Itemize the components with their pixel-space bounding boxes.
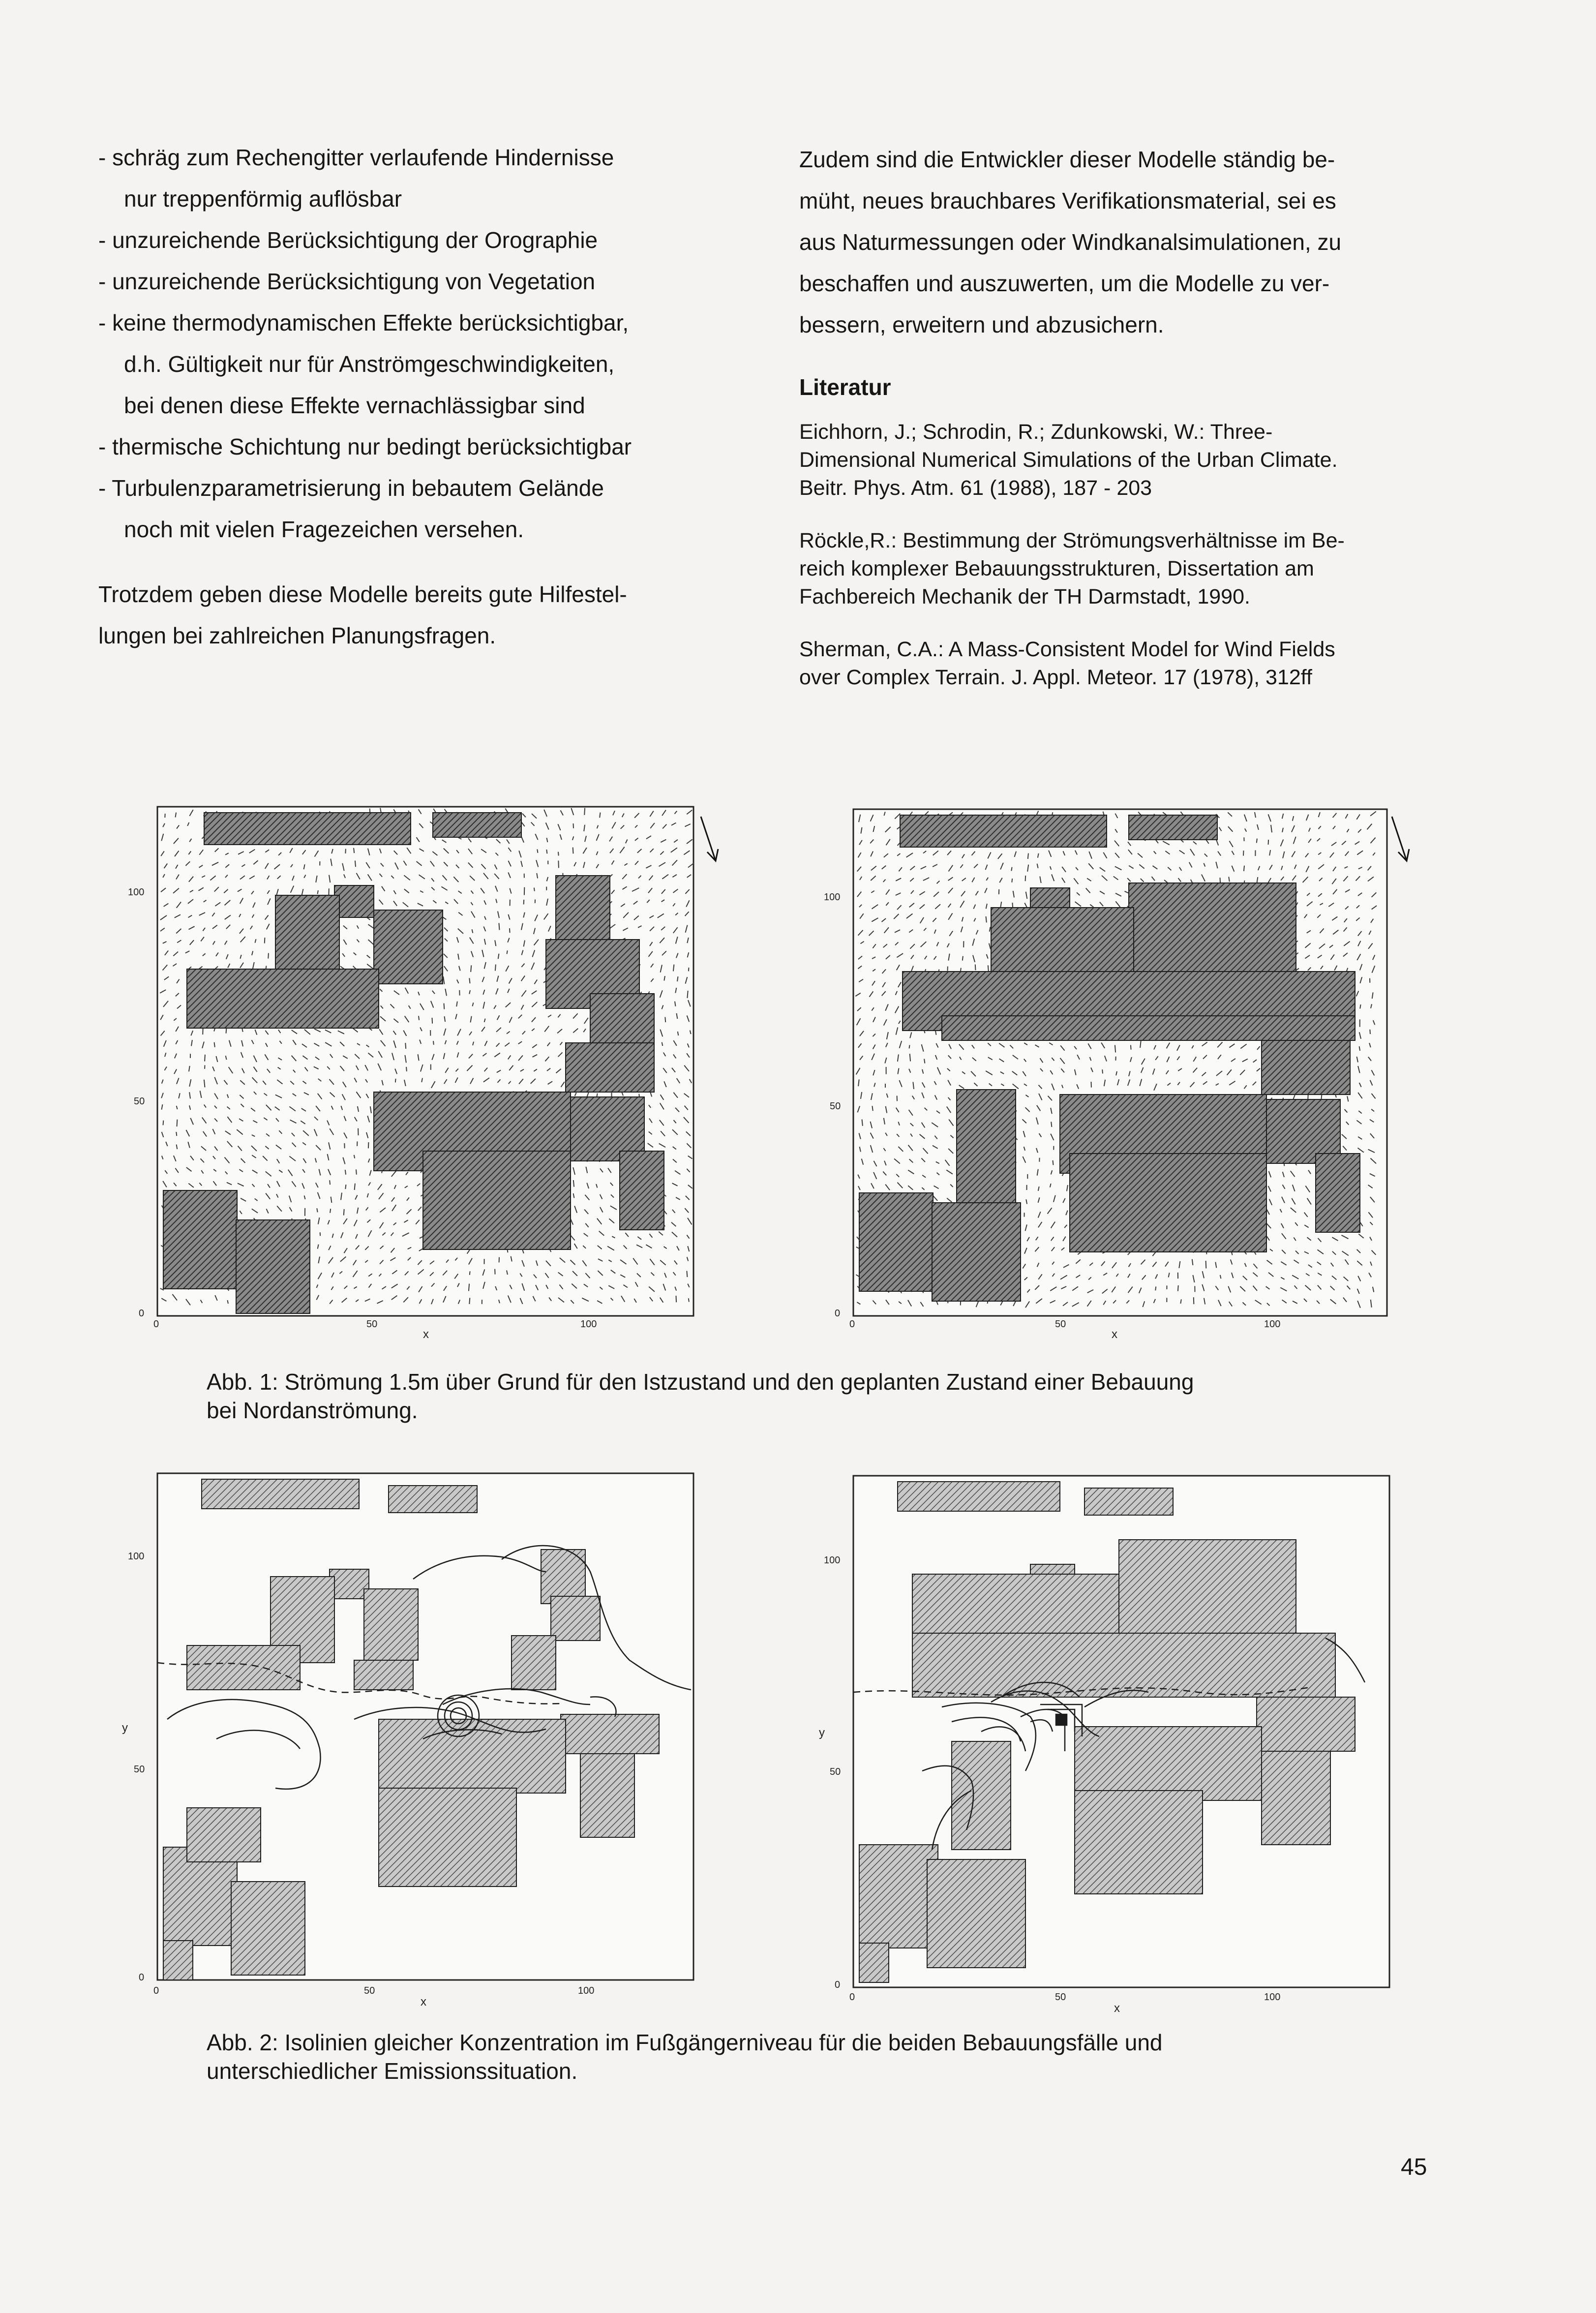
building-block bbox=[566, 1043, 654, 1092]
left-column bbox=[98, 137, 777, 656]
building-block bbox=[859, 1193, 933, 1291]
building-block bbox=[927, 1859, 1025, 1968]
figure-2-caption bbox=[207, 2028, 1426, 2085]
building-block bbox=[1119, 1540, 1296, 1633]
y-axis-ticks bbox=[128, 1551, 145, 1983]
list-item-line: - thermische Schichtung nur bedingt berücksichtigbar bbox=[98, 434, 632, 459]
building-block bbox=[187, 1808, 261, 1862]
flow-vector bbox=[924, 1059, 925, 1064]
list-item bbox=[98, 467, 777, 550]
flow-vector bbox=[177, 1120, 178, 1126]
building-block bbox=[231, 1882, 305, 1975]
flow-vector bbox=[495, 965, 496, 971]
building-block bbox=[859, 1943, 889, 1982]
reference-line: Dimensional Numerical Simulations of the Urban Climate. bbox=[799, 448, 1338, 472]
flow-vector bbox=[345, 1185, 346, 1189]
x-axis-label: x bbox=[421, 1995, 426, 2009]
x-tick-label: 0 bbox=[153, 1985, 159, 1996]
building-block bbox=[163, 1190, 237, 1289]
page-number: 45 bbox=[1401, 2154, 1427, 2180]
building-block bbox=[187, 969, 379, 1028]
x-tick-label: 50 bbox=[1055, 1992, 1066, 2003]
flow-vector bbox=[1243, 851, 1244, 856]
y-axis-ticks bbox=[128, 887, 145, 1319]
x-tick-label: 100 bbox=[1264, 1319, 1281, 1330]
y-tick-label: 50 bbox=[134, 1096, 145, 1107]
building-block bbox=[1075, 1791, 1203, 1894]
reference-line: Sherman, C.A.: A Mass-Consistent Model for Wind Fields bbox=[799, 638, 1335, 661]
figure-1-right-panel bbox=[824, 809, 1409, 1341]
limitations-list bbox=[98, 137, 777, 550]
y-tick-label: 100 bbox=[824, 892, 841, 903]
y-tick-label: 100 bbox=[128, 1551, 145, 1562]
figure-2-right-panel bbox=[819, 1476, 1409, 2017]
x-axis-ticks bbox=[849, 1992, 1280, 2003]
flow-vector bbox=[975, 965, 976, 971]
list-item bbox=[98, 426, 777, 467]
building-block bbox=[942, 1016, 1355, 1040]
building-block bbox=[1084, 1488, 1173, 1515]
y-tick-label: 100 bbox=[128, 887, 145, 898]
reference-line: Fachbereich Mechanik der TH Darmstadt, 1990. bbox=[799, 585, 1250, 609]
y-tick-label: 0 bbox=[835, 1979, 841, 1990]
building-block bbox=[389, 1486, 477, 1513]
flow-vector bbox=[444, 1004, 445, 1009]
list-item-line: d.h. Gültigkeit nur für Anströmgeschwindigkeiten, bbox=[124, 351, 615, 377]
flow-vector bbox=[546, 850, 547, 853]
list-item-line: nur treppenförmig auflösbar bbox=[124, 186, 402, 212]
paragraph-line: lungen bei zahlreichen Planungsfragen. bbox=[98, 623, 496, 648]
flow-vector bbox=[214, 1042, 215, 1047]
flow-vector bbox=[268, 953, 269, 959]
building-block bbox=[1316, 1154, 1360, 1232]
flow-vector bbox=[862, 1120, 863, 1126]
reference-entry bbox=[799, 636, 1498, 692]
caption-line: Abb. 1: Strömung 1.5m über Grund für den Istzustand und den geplanten Zustand einer Bebauung bbox=[207, 1369, 1194, 1395]
caption-line: unterschiedlicher Emissionssituation. bbox=[207, 2058, 578, 2084]
list-item-line: - schräg zum Rechengitter verlaufende Hindernisse bbox=[98, 145, 614, 170]
building-block bbox=[1070, 1154, 1266, 1252]
reference-entry bbox=[799, 527, 1498, 611]
paragraph-line: aus Naturmessungen oder Windkanalsimulationen, zu bbox=[799, 229, 1342, 255]
flow-vector bbox=[405, 1043, 406, 1049]
y-tick-label: 50 bbox=[830, 1101, 841, 1112]
list-item bbox=[98, 137, 777, 219]
flow-vector bbox=[469, 978, 470, 983]
north-arrow-icon bbox=[701, 817, 718, 861]
right-column bbox=[799, 139, 1498, 692]
y-tick-label: 50 bbox=[830, 1766, 841, 1777]
building-block bbox=[1262, 1040, 1350, 1095]
paragraph-line: Zudem sind die Entwickler dieser Modelle ständig be- bbox=[799, 147, 1335, 172]
flow-vector bbox=[1025, 876, 1026, 881]
building-block bbox=[512, 1636, 556, 1690]
building-block bbox=[580, 1754, 634, 1837]
reference-line: over Complex Terrain. J. Appl. Meteor. 17 (1978), 312ff bbox=[799, 666, 1312, 689]
reference-line: Röckle,R.: Bestimmung der Strömungsverhältnisse im Be- bbox=[799, 529, 1345, 552]
paragraph-line: Trotzdem geben diese Modelle bereits gute Hilfestel- bbox=[98, 581, 627, 607]
x-axis-ticks bbox=[153, 1319, 597, 1330]
flow-vector bbox=[395, 1079, 396, 1083]
flow-vector bbox=[433, 1041, 434, 1045]
flow-vector bbox=[1053, 1160, 1054, 1165]
building-block bbox=[898, 1482, 1060, 1511]
figure-1-caption bbox=[207, 1368, 1426, 1425]
y-tick-label: 50 bbox=[134, 1764, 145, 1775]
building-block bbox=[204, 813, 411, 845]
flow-vector bbox=[469, 1298, 470, 1304]
building-block bbox=[275, 895, 339, 979]
x-axis-ticks bbox=[849, 1319, 1280, 1330]
reference-line: Beitr. Phys. Atm. 61 (1988), 187 - 203 bbox=[799, 476, 1152, 500]
building-block bbox=[957, 1090, 1016, 1208]
y-axis-ticks bbox=[824, 1555, 841, 1990]
reference-line: reich komplexer Bebauungsstrukturen, Dissertation am bbox=[799, 557, 1314, 580]
flow-vector bbox=[330, 1209, 331, 1213]
x-tick-label: 50 bbox=[366, 1319, 378, 1330]
reference-line: Eichhorn, J.; Schrodin, R.; Zdunkowski, W.: Three- bbox=[799, 420, 1273, 444]
list-item-line: - keine thermodynamischen Effekte berücksichtigbar, bbox=[98, 310, 629, 335]
building-block bbox=[1129, 883, 1296, 986]
flow-vector bbox=[573, 823, 574, 828]
flow-vector bbox=[676, 1296, 677, 1302]
building-block bbox=[590, 994, 654, 1048]
flow-vector bbox=[163, 1121, 164, 1126]
building-block bbox=[1257, 1697, 1355, 1751]
literature-heading: Literatur bbox=[799, 374, 891, 400]
flow-vector bbox=[1051, 1122, 1052, 1127]
building-block bbox=[1075, 1727, 1262, 1800]
flow-vector bbox=[226, 1028, 227, 1034]
building-block bbox=[551, 1596, 600, 1641]
flow-vector bbox=[432, 1018, 433, 1024]
building-block bbox=[1262, 1751, 1330, 1845]
flow-vector bbox=[1268, 840, 1269, 845]
x-axis-label: x bbox=[1114, 2002, 1120, 2015]
x-tick-label: 50 bbox=[1055, 1319, 1066, 1330]
flow-vector bbox=[534, 888, 535, 891]
list-item-line: - unzureichende Berücksichtigung der Orographie bbox=[98, 227, 598, 253]
building-block bbox=[374, 910, 443, 984]
building-block bbox=[1129, 815, 1217, 840]
flow-vector bbox=[507, 950, 508, 954]
building-block bbox=[912, 1633, 1335, 1697]
flow-vector bbox=[558, 852, 559, 856]
flow-vector bbox=[558, 861, 559, 868]
y-tick-label: 0 bbox=[139, 1972, 145, 1983]
flow-vector bbox=[584, 808, 585, 815]
flow-vector bbox=[406, 1067, 407, 1071]
paragraph-line: beschaffen und auszuwerten, um die Modelle zu ver- bbox=[799, 271, 1330, 296]
building-block bbox=[236, 1220, 310, 1313]
list-item-line: bei denen diese Effekte vernachlässigbar sind bbox=[124, 393, 585, 418]
north-arrow-icon bbox=[1392, 817, 1409, 861]
y-tick-label: 100 bbox=[824, 1555, 841, 1566]
emission-source bbox=[1056, 1714, 1067, 1725]
x-tick-label: 100 bbox=[1264, 1992, 1281, 2003]
building-block bbox=[952, 1741, 1011, 1850]
x-tick-label: 100 bbox=[578, 1985, 595, 1996]
flow-vector bbox=[988, 965, 989, 972]
intro-paragraph bbox=[799, 139, 1498, 345]
flow-vector bbox=[1155, 1286, 1156, 1290]
list-item-line: - unzureichende Berücksichtigung von Vegetation bbox=[98, 269, 596, 294]
list-item bbox=[98, 261, 777, 302]
building-block bbox=[423, 1151, 571, 1249]
x-tick-label: 100 bbox=[580, 1319, 597, 1330]
flow-vector bbox=[986, 916, 987, 922]
building-block bbox=[187, 1645, 300, 1690]
list-item bbox=[98, 302, 777, 426]
paragraph-line: müht, neues brauchbares Verifikationsmaterial, sei es bbox=[799, 188, 1336, 213]
figure-1-left-panel bbox=[128, 807, 713, 1341]
flow-vector bbox=[872, 1106, 873, 1111]
x-axis-label: x bbox=[423, 1328, 429, 1341]
building-block bbox=[433, 813, 521, 837]
building-block bbox=[379, 1788, 516, 1887]
building-block bbox=[364, 1589, 418, 1660]
caption-line: bei Nordanströmung. bbox=[207, 1398, 418, 1423]
caption-line: Abb. 2: Isolinien gleicher Konzentration im Fußgängerniveau für die beiden Bebauungsfälle und bbox=[207, 2030, 1163, 2055]
flow-vector bbox=[355, 861, 356, 867]
y-axis-ticks bbox=[824, 892, 841, 1319]
list-item-line: noch mit vielen Fragezeichen versehen. bbox=[124, 517, 524, 542]
x-tick-label: 0 bbox=[849, 1992, 855, 2003]
building-block bbox=[859, 1845, 938, 1948]
building-block bbox=[900, 815, 1107, 847]
building-block bbox=[932, 1203, 1021, 1301]
y-tick-label: 0 bbox=[835, 1308, 841, 1319]
flow-vector bbox=[1011, 867, 1012, 871]
x-tick-label: 0 bbox=[153, 1319, 159, 1330]
x-tick-label: 50 bbox=[364, 1985, 375, 1996]
building-block bbox=[202, 1479, 359, 1509]
flow-vector bbox=[537, 849, 538, 852]
list-item bbox=[98, 219, 777, 261]
x-axis-label: x bbox=[1112, 1328, 1117, 1341]
y-axis-label: y bbox=[819, 1726, 825, 1739]
closing-paragraph bbox=[98, 574, 777, 656]
building-block bbox=[330, 1569, 369, 1599]
building-block bbox=[620, 1151, 664, 1230]
x-axis-ticks bbox=[153, 1985, 594, 1996]
flow-vector bbox=[1102, 1069, 1103, 1073]
x-tick-label: 0 bbox=[849, 1319, 855, 1330]
flow-vector bbox=[368, 1142, 369, 1148]
building-block bbox=[334, 885, 374, 917]
building-block bbox=[163, 1941, 193, 1980]
flow-vector bbox=[176, 1132, 177, 1136]
figure-2-left-panel bbox=[122, 1473, 713, 2014]
flow-vector bbox=[354, 1155, 355, 1158]
flow-vector bbox=[573, 1180, 574, 1187]
flow-vector bbox=[345, 1170, 346, 1175]
reference-entry bbox=[799, 418, 1498, 502]
building-block bbox=[354, 1660, 413, 1690]
flow-vector bbox=[345, 849, 346, 853]
y-tick-label: 0 bbox=[139, 1308, 145, 1319]
building-block bbox=[561, 1714, 659, 1754]
list-item-line: - Turbulenzparametrisierung in bebautem Gelände bbox=[98, 475, 604, 501]
flow-vector bbox=[356, 1169, 357, 1174]
y-axis-label: y bbox=[122, 1721, 128, 1735]
paragraph-line: bessern, erweitern und abzusichern. bbox=[799, 312, 1164, 337]
building-block bbox=[556, 876, 610, 940]
flow-vector bbox=[909, 1045, 910, 1048]
flow-vector bbox=[687, 991, 688, 998]
flow-vector bbox=[1180, 1299, 1181, 1304]
